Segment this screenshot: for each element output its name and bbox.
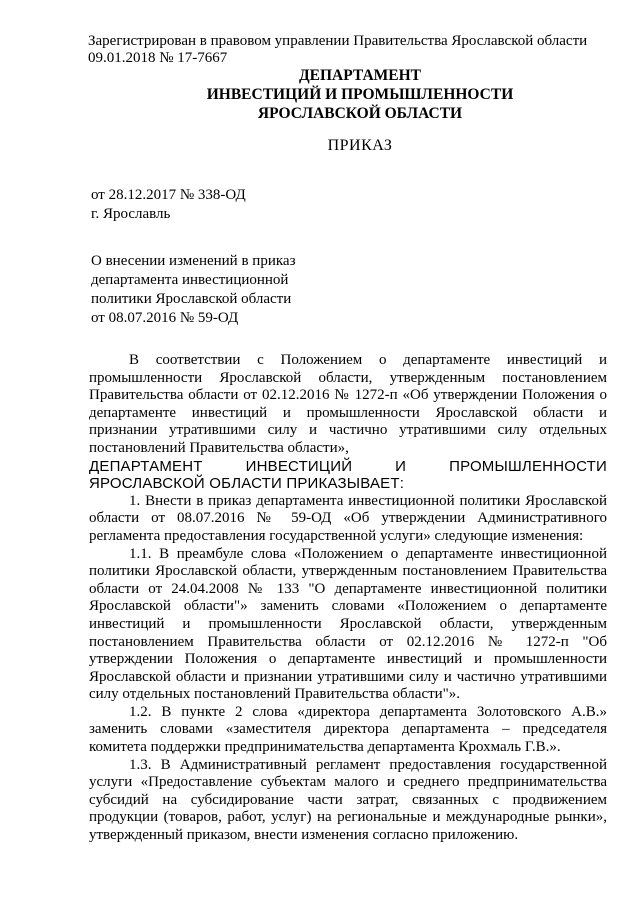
- order-subject: [91, 252, 331, 328]
- subject-line-1: О внесении изменений в приказ: [91, 253, 296, 269]
- item-1-paragraph: 1. Внести в приказ департамента инвестиционной политики Ярославской области от 08.07.2016 № 59-ОД «Об утверждении Административного регламента предоставления государственной услуги» следующие изменения:: [89, 492, 607, 544]
- order-date: от 28.12.2017 № 338-ОД: [91, 187, 246, 203]
- department-header-line-2: ИНВЕСТИЦИЙ И ПРОМЫШЛЕННОСТИ: [206, 86, 514, 103]
- registration-line-2: 09.01.2018 № 17-7667: [88, 50, 228, 66]
- order-date-block: [91, 186, 246, 224]
- order-body: [89, 352, 607, 845]
- item-1-1-paragraph: 1.1. В преамбуле слова «Положением о департаменте инвестиционной политики Ярославской области, утвержденным постановлением Правительства области от 24.04.2008 № 133 "О департаменте инвестиционной политики Ярославской области"» заменить словами «Положением о департаменте инвестиций и промышленности Ярославской области, утвержденным постановлением Правительства области от 02.12.2016 № 1272-п "Об утверждении Положения о департаменте инвестиций и промышленности Ярославской области и признании утратившими силу и частично утратившими силу отдельных постановлений Правительства области"».: [89, 545, 607, 703]
- registration-line-1: Зарегистрирован в правовом управлении Правительства Ярославской области: [88, 33, 588, 49]
- orders-paragraph: ДЕПАРТАМЕНТ ИНВЕСТИЦИЙ И ПРОМЫШЛЕННОСТИ ЯРОСЛАВСКОЙ ОБЛАСТИ ПРИКАЗЫВАЕТ:: [89, 457, 607, 493]
- item-1-3-paragraph: 1.3. В Административный регламент предоставления государственной услуги «Предоставление субъектам малого и среднего предпринимательства субсидий на субсидирование части затрат, связанных с продвижением продукции (товаров, работ, услуг) на региональные и международные рынки», утвержденный приказом, внести изменения согласно приложению.: [89, 756, 607, 844]
- department-header-line-3: ЯРОСЛАВСКОЙ ОБЛАСТИ: [257, 105, 463, 122]
- preamble-paragraph: В соответствии с Положением о департаменте инвестиций и промышленности Ярославской области, утвержденным постановлением Правительства области от 02.12.2016 № 1272-п «Об утверждении Положения о департаменте инвестиций и промышленности Ярославской области и признании утратившими силу и частично утратившими силу отдельных постановлений Правительства области»,: [89, 352, 607, 456]
- subject-line-4: от 08.07.2016 № 59-ОД: [91, 310, 239, 326]
- order-city: г. Ярославль: [91, 206, 171, 222]
- department-header-line-1: ДЕПАРТАМЕНТ: [298, 67, 422, 84]
- subject-line-2: департамента инвестиционной: [91, 272, 289, 288]
- item-1-2-paragraph: 1.2. В пункте 2 слова «директора департамента Золотовского А.В.» заменить словами «заместителя директора департамента – председателя комитета поддержки предпринимательства департамента Крохмаль Г.В.».: [89, 703, 607, 756]
- department-header: [0, 66, 640, 123]
- registration-stamp: [88, 33, 608, 67]
- subject-line-3: политики Ярославской области: [91, 291, 292, 307]
- document-type-title: ПРИКАЗ: [327, 137, 393, 154]
